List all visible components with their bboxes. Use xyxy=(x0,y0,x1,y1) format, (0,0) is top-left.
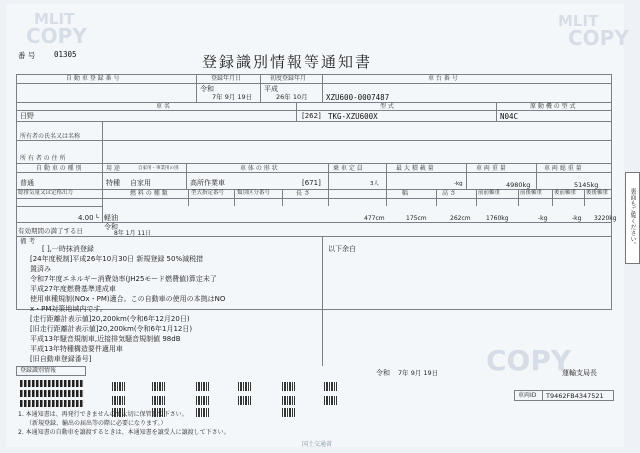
issue-date: 7年 9月 19日 xyxy=(398,369,439,377)
car-kind: 普通 xyxy=(20,179,34,187)
remarks-blank-note: 以下余白 xyxy=(328,245,356,253)
remark-line: [走行距離計表示値]20,200km(令和6年12月20日) xyxy=(30,315,190,323)
label-car-kind: 自 動 車 の 種 別 xyxy=(36,165,82,172)
length: 477cm xyxy=(364,215,385,222)
remarks-box xyxy=(30,244,306,364)
copy-watermark: COPY xyxy=(26,24,87,48)
rear-front-axle: -kg xyxy=(572,215,582,222)
code-block xyxy=(196,382,209,391)
note-1: 1. 本通知書は、再発行できませんので大切に保管して下さい。 xyxy=(18,411,188,418)
remark-line: 置済み xyxy=(30,265,51,273)
max-load: -kg xyxy=(454,181,463,187)
remark-line: [ ],一時抹消登録 xyxy=(42,245,94,253)
remark-line: [旧走行距離計表示値]20,200km(令和6年1月12日) xyxy=(30,325,193,333)
label-front-front-axle: 前前軸重 xyxy=(478,190,501,196)
code-block xyxy=(238,382,251,391)
body-shape: 高所作業車 xyxy=(190,179,225,187)
label-rear-front-axle: 後前軸重 xyxy=(554,190,577,196)
expiry-era: 令和 xyxy=(104,223,118,231)
label-owner-address: 所 有 者 の 住 所 xyxy=(20,155,66,162)
code-block xyxy=(324,382,337,391)
capacity: 3人 xyxy=(370,181,379,187)
code-block xyxy=(196,408,209,417)
note-1-sub: （新規登録、輸出の届出等の際に必要になります。） xyxy=(26,420,167,427)
label-height: 高 さ xyxy=(442,190,456,197)
remark-line: 平成13年特種構造要件適用車 xyxy=(30,345,123,353)
see-reverse-tab: 裏面もご覧ください。 xyxy=(625,172,640,264)
label-fuel: 燃 料 の 種 類 xyxy=(130,190,168,197)
note-2: 2. 本通知書の自動車を譲渡するときは、本通知書を譲受人に譲渡して下さい。 xyxy=(18,429,230,436)
label-rear-rear-axle: 後後軸重 xyxy=(586,190,609,196)
label-first-registration: 初度登録年月 xyxy=(270,75,307,82)
registration-era: 令和 xyxy=(200,85,214,93)
registration-date: 7年 9月 19日 xyxy=(212,93,253,101)
displacement: 4.00 xyxy=(78,214,94,222)
vehicle-weight: 4980kg xyxy=(506,181,531,189)
code-block xyxy=(112,396,125,405)
label-owner-name: 所有者の氏名又は名称 xyxy=(20,133,81,140)
label-model: 型 式 xyxy=(380,103,394,110)
code-block xyxy=(324,396,337,405)
issue-era: 令和 xyxy=(376,369,390,377)
remark-line: 平成27年度燃費基準達成車 xyxy=(30,285,116,293)
label-length: 長 さ xyxy=(296,190,310,197)
label-car-name: 車 名 xyxy=(156,103,170,110)
label-registration-date: 登録年月日 xyxy=(211,75,242,82)
label-expiry: 有効期間の満了する日 xyxy=(18,227,83,235)
width: 175cm xyxy=(406,215,427,222)
remark-line: 使用車種規制(NOx・PM)適合。この自動車の使用の本拠はNO xyxy=(30,295,226,303)
label-class-number: 類別区分番号 xyxy=(237,190,271,196)
label-car-id: 車両ID xyxy=(518,392,537,399)
expiry-date: 8年 1月 11日 xyxy=(114,230,152,237)
label-engine-model: 原 動 機 の 型 式 xyxy=(530,103,576,110)
fuel: 軽油 xyxy=(104,214,118,222)
remark-line: 平成13年騒音規制車,近接排気騒音規制値 98dB xyxy=(30,335,181,343)
document-sheet xyxy=(6,4,629,448)
label-body-shape: 車 体 の 形 状 xyxy=(240,165,278,172)
label-chassis-number: 車 台 番 号 xyxy=(428,75,458,82)
chassis-number: XZU600-0007487 xyxy=(326,93,390,102)
label-gross-weight: 車 両 総 重 量 xyxy=(544,165,582,172)
car-name: 日野 xyxy=(20,112,34,120)
code-block xyxy=(282,408,295,417)
remark-line: 令和7年度エネルギー消費効率(JH25モード燃費値)算定未了 xyxy=(30,275,217,283)
label-registration-number: 自 動 車 登 録 番 号 xyxy=(66,75,120,82)
label-vehicle-weight: 車 両 重 量 xyxy=(476,165,506,172)
model: TKG-XZU600X xyxy=(328,112,378,121)
issuing-office: 運輸支局長 xyxy=(562,369,597,377)
label-displacement: 総排気量又は定格出力 xyxy=(18,190,74,196)
label-registration-info: 登録識別情報 xyxy=(20,367,57,374)
label-max-load: 最 大 積 載 量 xyxy=(396,165,434,172)
masked-info xyxy=(20,380,84,387)
label-type-number: 型式指定番号 xyxy=(191,190,225,196)
code-block xyxy=(152,382,165,391)
copy-watermark-right: COPY xyxy=(568,26,629,50)
copy-watermark-bottom: COPY xyxy=(486,344,572,377)
front-rear-axle: -kg xyxy=(538,215,548,222)
purpose: 自家用 xyxy=(130,179,151,187)
masked-info xyxy=(20,400,84,407)
document-title: 登録識別情報等通知書 xyxy=(202,53,373,71)
label-width: 幅 xyxy=(402,190,409,197)
remark-line: [旧自動車登録番号] xyxy=(30,355,92,363)
code-block xyxy=(238,396,251,405)
document-number: 01305 xyxy=(54,50,77,59)
model-code: [262] xyxy=(302,112,321,120)
remark-line: [24年度税制]平成26年10月30日 新規登録 50%減税措 xyxy=(30,255,204,263)
label-remarks: 備 考 xyxy=(20,237,36,245)
first-registration-era: 平成 xyxy=(264,85,278,93)
displacement-unit: L xyxy=(96,214,100,220)
label-front-rear-axle: 前後軸重 xyxy=(520,190,543,196)
ministry-footer: 国土交通省 xyxy=(302,441,333,448)
code-block xyxy=(282,396,295,405)
rear-rear-axle: 3220kg xyxy=(594,215,617,222)
use: 特種 xyxy=(106,179,120,187)
masked-info xyxy=(20,390,84,397)
first-registration-date: 26年 10月 xyxy=(276,93,308,101)
body-code: [671] xyxy=(302,179,321,187)
code-block xyxy=(112,382,125,391)
code-block xyxy=(196,396,209,405)
car-id: T9462FB4347521 xyxy=(546,392,604,400)
remark-line: x・PM対策地域内です。 xyxy=(30,305,107,313)
number-label: 番 号 xyxy=(18,51,36,60)
height: 262cm xyxy=(450,215,471,222)
gross-weight: 5145kg xyxy=(574,181,599,189)
label-capacity: 乗 車 定 員 xyxy=(333,165,363,172)
mlit-watermark-right: MLIT xyxy=(558,12,599,30)
label-use: 用 途 xyxy=(106,165,120,172)
code-block xyxy=(152,396,165,405)
engine-model: N04C xyxy=(500,112,519,121)
label-purpose: 自家用・事業用の別 xyxy=(138,166,179,171)
mlit-watermark: MLIT xyxy=(34,10,75,28)
code-block xyxy=(282,382,295,391)
front-front-axle: 1760kg xyxy=(486,215,509,222)
